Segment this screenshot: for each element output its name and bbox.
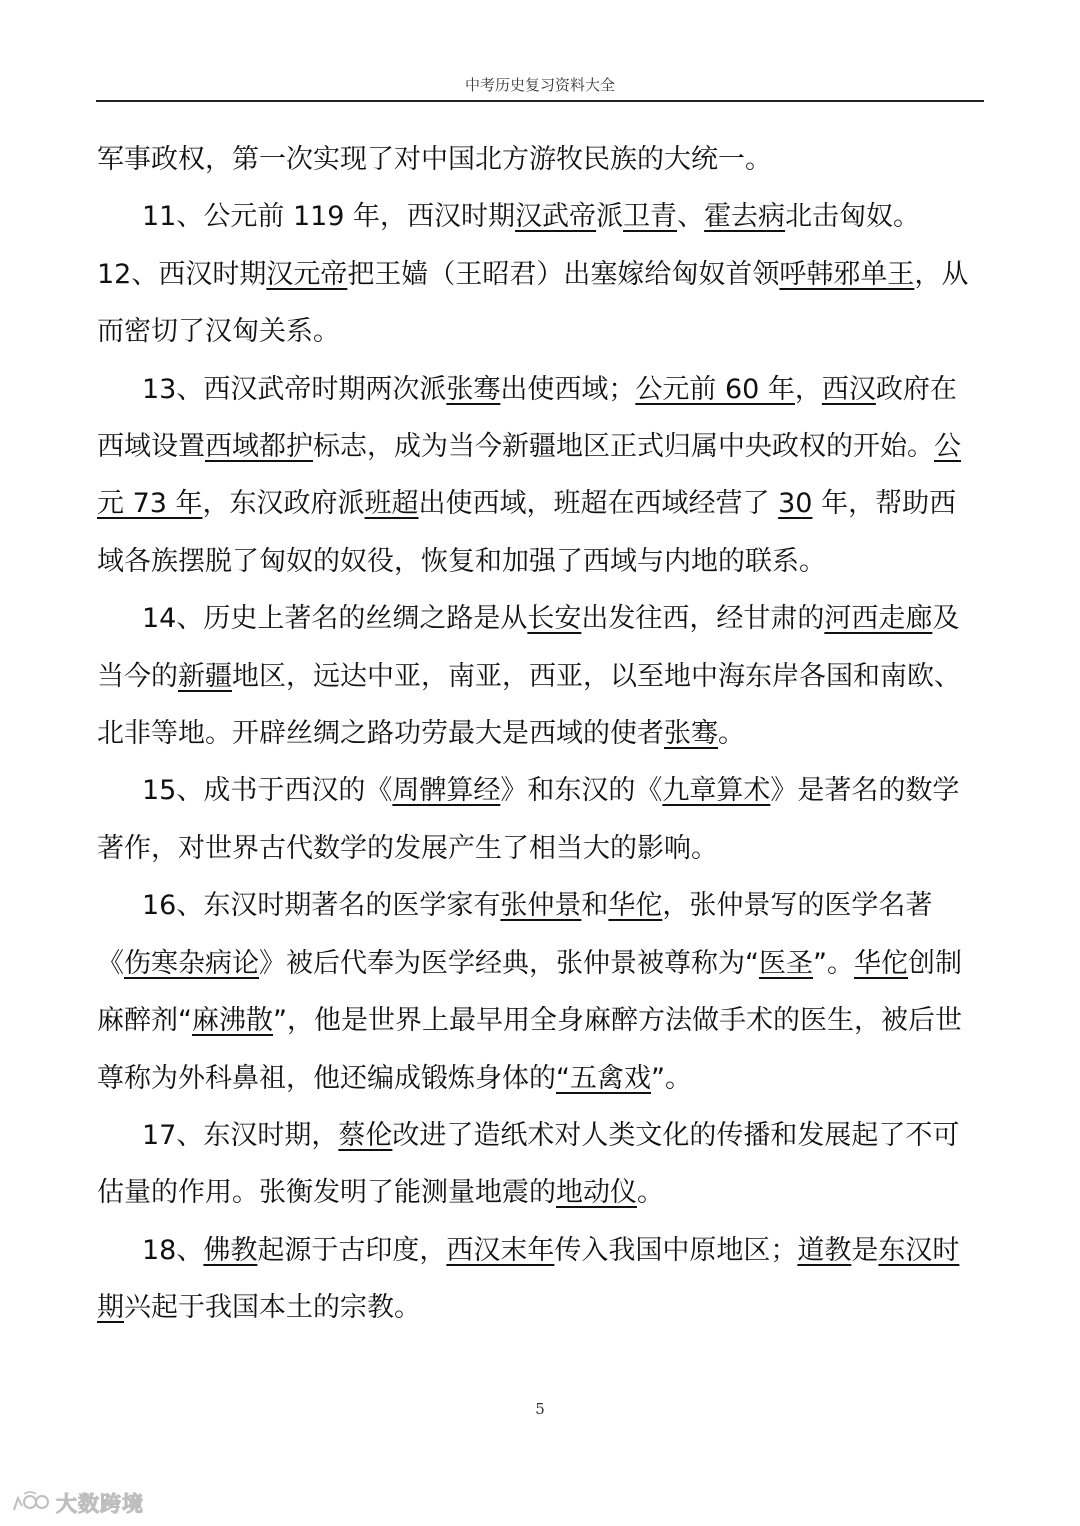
text-run: 出发往西，经甘肃的 [581, 603, 825, 635]
underlined-term: 蔡伦 [338, 1119, 393, 1151]
underlined-term: 公元 73 年 [97, 431, 961, 520]
text-run: 11、公元前 119 年，西汉时期 [142, 201, 516, 233]
text-run: 及当今的 [97, 603, 960, 692]
text-run: 出使西域，班超在西域经营了 [418, 488, 779, 520]
paragraph [97, 1107, 983, 1222]
watermark-logo-icon [8, 1488, 52, 1518]
paragraph [97, 762, 983, 877]
text-run: 起源于古印度， [257, 1234, 447, 1266]
underlined-term: 张仲景 [500, 890, 582, 922]
page-number: 5 [535, 1400, 545, 1418]
text-run: 派 [596, 201, 624, 233]
text-run: 16、东汉时期著名的医学家有 [142, 890, 501, 922]
underlined-term: 呼韩邪单王 [779, 258, 915, 290]
underlined-term: 佛教 [203, 1234, 258, 1266]
text-run: 把王嫱（王昭君）出塞嫁给匈奴首领 [347, 258, 780, 290]
underlined-term: 公元前 60 年 [635, 373, 795, 405]
paragraph [97, 131, 983, 188]
underlined-term: 张骞 [446, 373, 501, 405]
paragraph [97, 877, 983, 1107]
text-run: 》是著名的数学著作，对世界古代数学的发展产生了相当大的影响。 [97, 775, 960, 864]
underlined-term: 汉武帝 [515, 201, 597, 233]
watermark [8, 1486, 144, 1520]
text-run: ，东汉政府派 [202, 488, 365, 520]
underlined-term: 道教 [797, 1234, 852, 1266]
watermark-text: 大数跨境 [56, 1492, 144, 1516]
underlined-term: 汉元帝 [266, 258, 348, 290]
text-run: 军事政权，第一次实现了对中国北方游牧民族的大统一。 [97, 144, 772, 175]
text-run: ， [794, 373, 822, 405]
text-run: 年，帮助西域各族摆脱了匈奴的奴役，恢复和加强了西域与内地的联系。 [97, 488, 957, 577]
text-run: 18、 [142, 1234, 204, 1266]
page-header [96, 72, 984, 102]
underlined-term: 东汉时期 [97, 1234, 960, 1324]
underlined-term: 西汉 [821, 373, 876, 405]
text-run: ，从而密切了汉匈关系。 [97, 258, 969, 348]
text-run: 13、西汉武帝时期两次派 [142, 373, 447, 405]
underlined-term: 新疆 [178, 660, 232, 692]
underlined-term: 周髀算经 [392, 775, 501, 807]
header-title: 中考历史复习资料大全 [464, 76, 615, 94]
paragraph [97, 188, 983, 245]
paragraph [97, 1222, 983, 1337]
underlined-term: 长安 [527, 603, 582, 635]
underlined-term: 班超 [364, 488, 419, 520]
underlined-term: 西汉末年 [446, 1234, 555, 1266]
underlined-term: 麻沸散 [192, 1005, 273, 1037]
text-run: 和 [581, 890, 609, 922]
paragraph [97, 590, 983, 762]
underlined-term: 霍去病 [704, 201, 786, 233]
text-run: 出使西域； [500, 373, 636, 405]
text-run: 》被后代奉为医学经典，张仲景被尊称为“ [259, 947, 759, 979]
underlined-term: 河西走廊 [824, 603, 933, 635]
text-run: 。 [718, 718, 745, 750]
text-run: 。 [637, 1177, 664, 1209]
text-run: 兴起于我国本土的宗教。 [124, 1292, 421, 1324]
text-run: ，张仲景写的医学名著《 [97, 890, 933, 979]
text-run: 创制麻醉剂“ [97, 947, 962, 1037]
text-run: 》和东汉的《 [500, 775, 663, 807]
text-run: 12、西汉时期 [97, 258, 267, 290]
paragraph [97, 246, 983, 361]
text-run: 传入我国中原地区； [554, 1234, 798, 1266]
text-run: 、 [677, 201, 705, 233]
text-run: ”，他是世界上最早用全身麻醉方法做手术的医生，被后世尊称为外科鼻祖，他还编成锻炼身体的 [97, 1005, 962, 1094]
underlined-term: “五禽戏 [556, 1062, 651, 1094]
underlined-term: 医圣 [759, 947, 813, 979]
text-run: 政府在西域设置 [97, 373, 957, 463]
text-run: 是 [851, 1234, 879, 1266]
underlined-term: 华佗 [854, 947, 908, 979]
underlined-term: 30 [778, 488, 813, 520]
text-run: 14、历史上著名的丝绸之路是从 [142, 603, 528, 635]
underlined-term: 张骞 [664, 718, 718, 750]
text-run: 标志，成为当今新疆地区正式归属中央政权的开始。 [313, 431, 934, 463]
underlined-term: 九章算术 [662, 775, 771, 807]
underlined-term: 华佗 [608, 890, 663, 922]
text-run: 地区，远达中亚，南亚，西亚，以至地中海东岸各国和南欧、北非等地。开辟丝绸之路功劳最大是西域的使者 [97, 660, 961, 750]
text-run: ”。 [813, 947, 854, 979]
text-run: ”。 [651, 1062, 692, 1094]
underlined-term: 卫青 [623, 201, 678, 233]
paragraph [97, 361, 983, 591]
text-run: 北击匈奴。 [785, 201, 921, 233]
document-body [97, 131, 983, 1337]
underlined-term: 西域都护 [205, 431, 313, 463]
text-run: 17、东汉时期， [142, 1119, 339, 1151]
underlined-term: 伤寒杂病论 [124, 947, 259, 979]
text-run: 15、成书于西汉的《 [142, 775, 393, 807]
text-run: 改进了造纸术对人类文化的传播和发展起了不可估量的作用。张衡发明了能测量地震的 [97, 1119, 960, 1209]
underlined-term: 地动仪 [556, 1177, 637, 1209]
